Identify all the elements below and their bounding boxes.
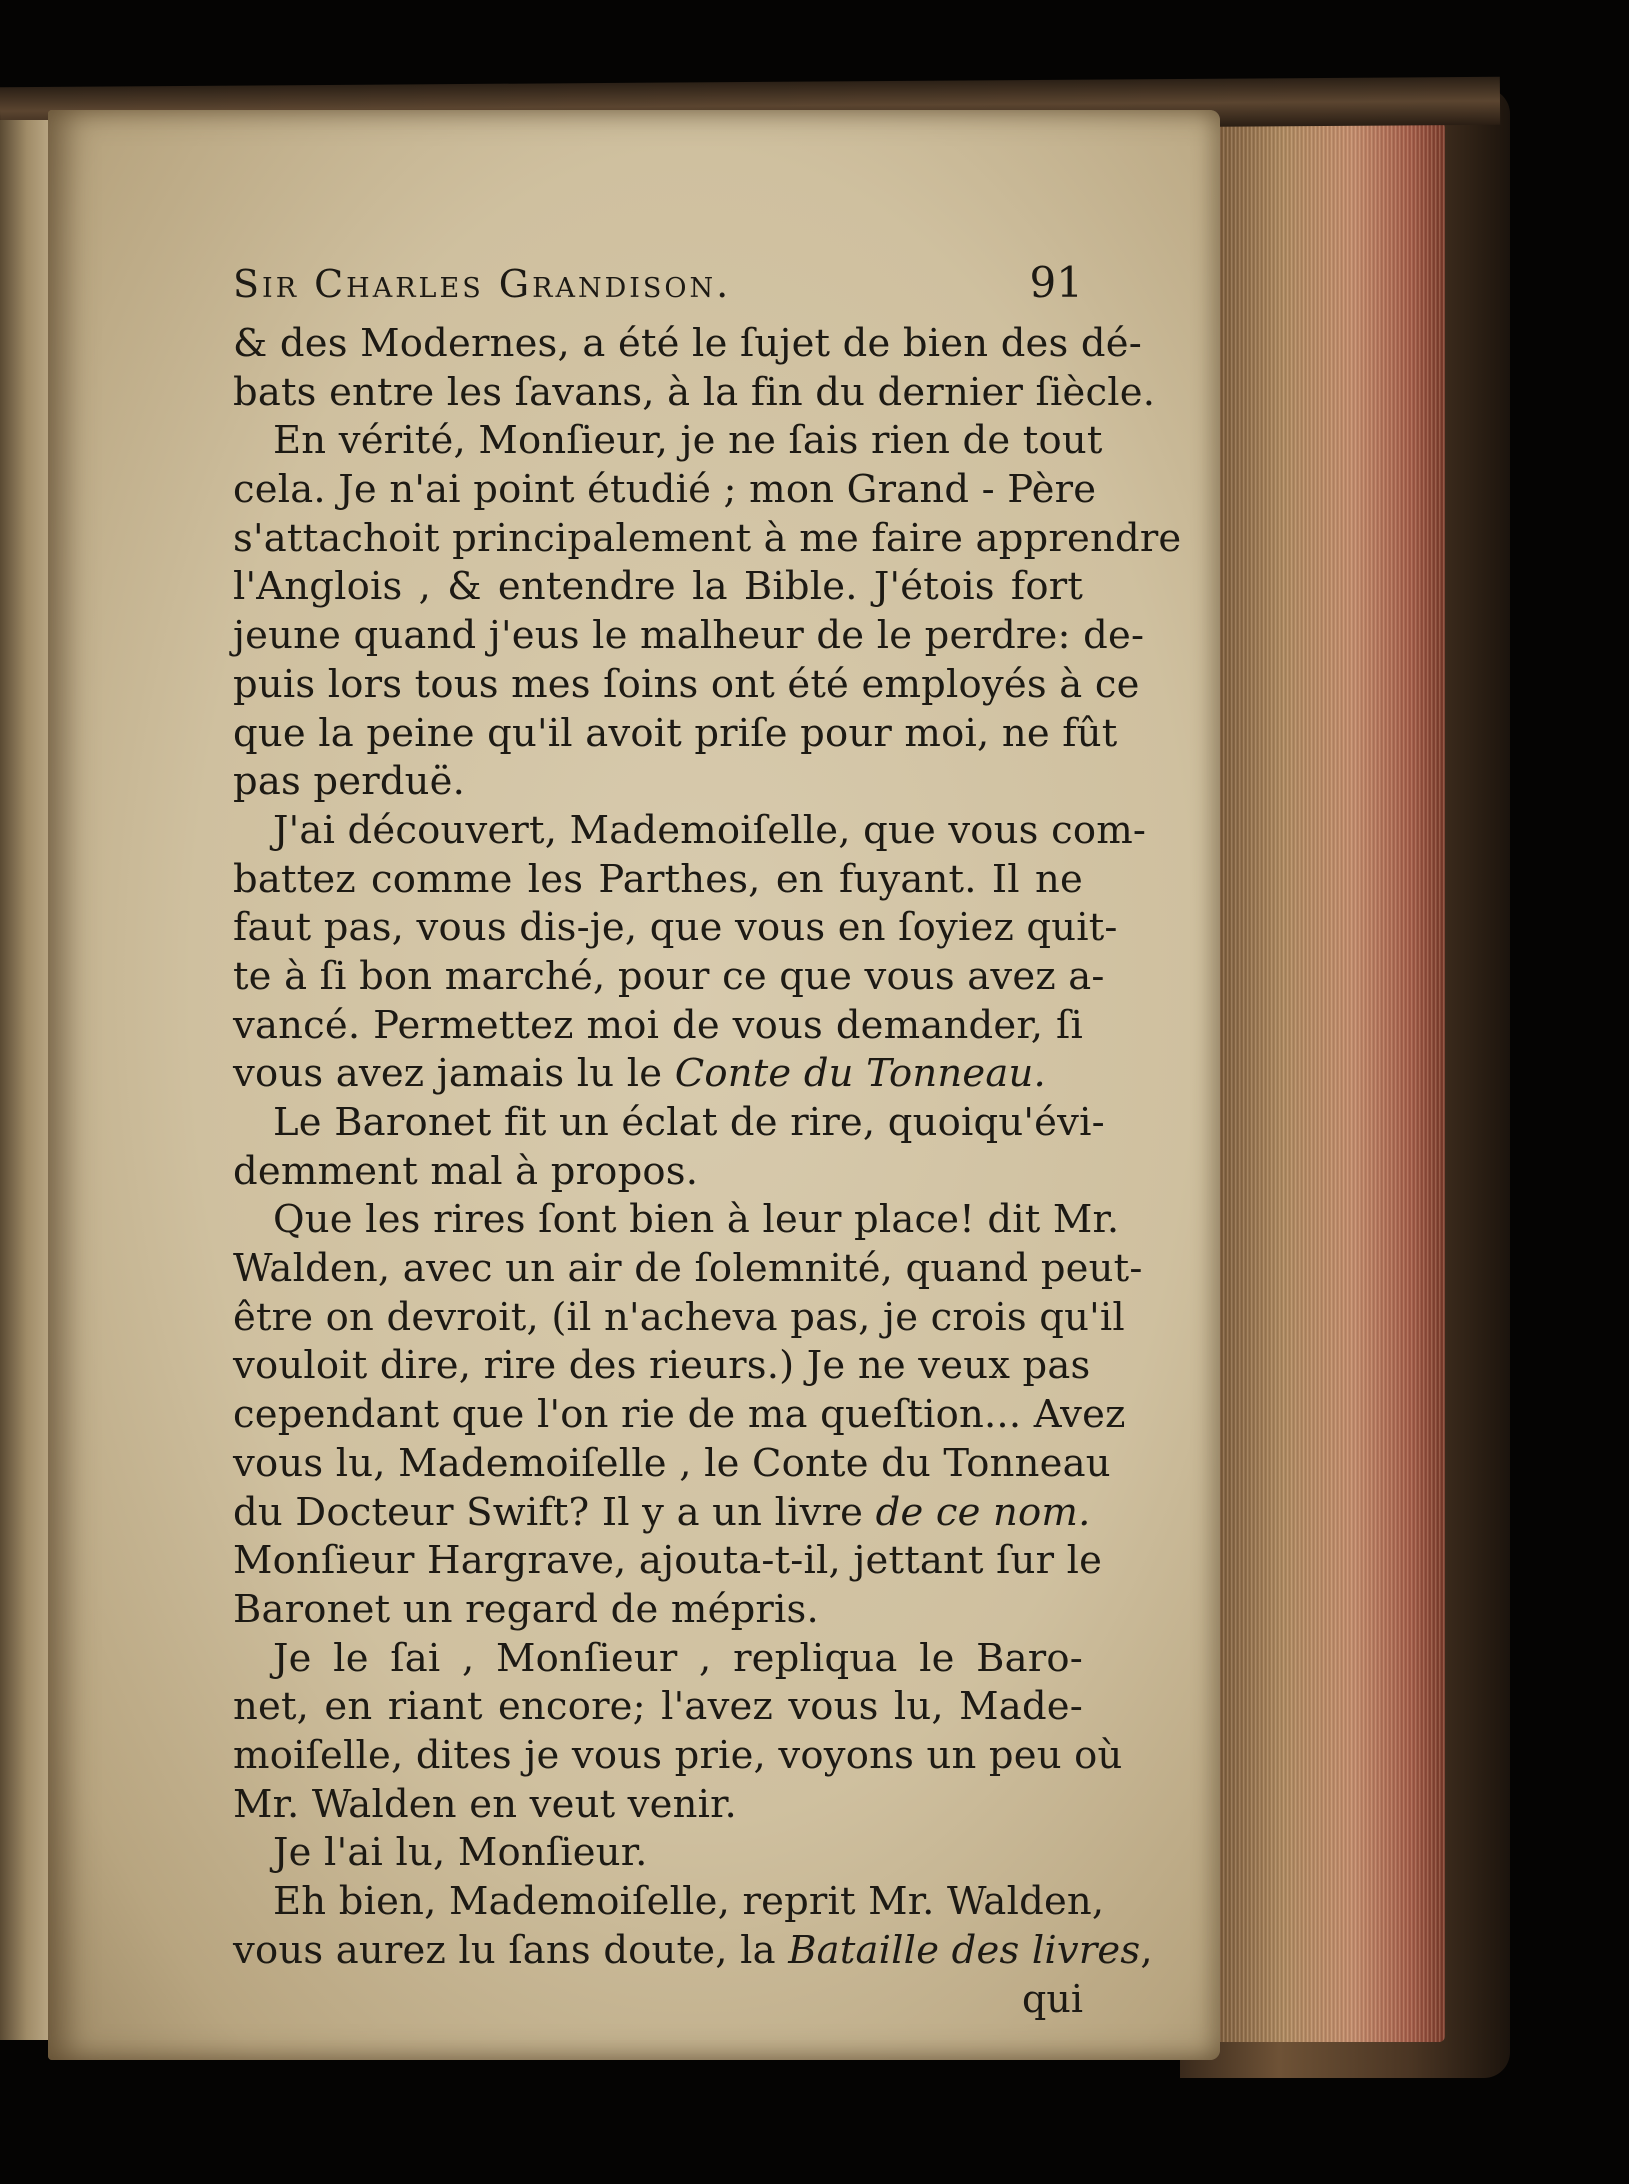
text-line (233, 612, 1145, 661)
text-line (233, 1635, 1083, 1684)
running-head (233, 258, 1083, 320)
text-line-roman: Je le ſai , Monſieur , repliqua le Baro- (273, 1635, 1083, 1681)
text-line-roman: vous avez jamais lu le (233, 1051, 675, 1097)
text-line (233, 1732, 1123, 1781)
text-line-roman: Baronet un regard de mépris. (233, 1586, 819, 1632)
text-line-roman: Le Baronet fit un éclat de rire, quoiqu'évi- (273, 1100, 1105, 1145)
text-line (233, 417, 1103, 466)
text-line-roman: cependant que l'on rie de ma queſtion... Avez (233, 1392, 1126, 1438)
text-line (233, 1196, 1120, 1245)
text-line-roman: & des Modernes, a été le ſujet de bien des dé- (233, 321, 1142, 366)
text-line-roman: être on devroit, (il n'acheva pas, je crois qu'il (233, 1294, 1125, 1340)
text-line-roman: Mr. Walden en veut venir. (233, 1781, 737, 1827)
text-line-roman: pas perduë. (233, 759, 466, 805)
text-line-roman: Que les rires ſont bien à leur place! dit Mr. (273, 1197, 1120, 1243)
text-line (233, 1781, 1083, 1830)
text-line-roman: puis lors tous mes ſoins ont été employés à ce (233, 661, 1140, 707)
text-line (233, 1148, 1083, 1197)
text-line (233, 1050, 1083, 1099)
text-line (233, 1489, 1091, 1538)
text-line (233, 369, 1156, 418)
text-line-roman: bats entre les ſavans, à la fin du dernier ſiècle. (233, 369, 1156, 415)
text-line (233, 1927, 1153, 1976)
text-line-roman: que la peine qu'il avoit priſe pour moi, ne fût (233, 710, 1118, 756)
text-line (233, 1391, 1126, 1440)
text-line-roman: vous lu, Mademoiſelle , le Conte du Tonneau (233, 1440, 1111, 1486)
page-number: 91 (1029, 258, 1083, 307)
text-line (233, 1537, 1103, 1586)
text-line (233, 515, 1182, 564)
running-head-title: Sir Charles Grandison. (233, 262, 732, 306)
text-line-roman: moiſelle, dites je vous prie, voyons un peu où (233, 1732, 1123, 1778)
text-line-roman: jeune quand j'eus le malheur de le perdre: de- (233, 613, 1145, 659)
page-text-block (233, 258, 1182, 2023)
text-line (233, 1342, 1091, 1391)
text-line (233, 856, 1083, 905)
catchword: qui (1022, 1977, 1083, 2022)
text-line (233, 1829, 1083, 1878)
text-line-roman: du Docteur Swift? Il y a un livre (233, 1489, 876, 1535)
text-line (233, 1586, 1083, 1635)
text-line (233, 661, 1140, 710)
text-line-italic: de ce nom. (875, 1489, 1091, 1535)
text-line-roman: Walden, avec un air de ſolemnité, quand peut- (233, 1246, 1143, 1292)
text-line (233, 1683, 1083, 1732)
text-line-roman: En vérité, Monſieur, je ne ſais rien de tout (273, 418, 1103, 464)
text-line-roman: vancé. Permettez moi de vous demander, ſi (233, 1002, 1083, 1048)
text-line-roman: vous aurez lu ſans doute, la (233, 1927, 789, 1973)
text-line-after: , (1140, 1927, 1153, 1973)
text-line-italic: Conte du Tonneau. (674, 1051, 1046, 1097)
text-line-roman: net, en riant encore; l'avez vous lu, Made- (233, 1684, 1083, 1730)
body-text (233, 320, 1182, 1975)
text-line-roman: l'Anglois , & entendre la Bible. J'étois fort (233, 564, 1083, 610)
text-line-roman: faut pas, vous dis-je, que vous en ſoyiez quit- (233, 905, 1118, 951)
text-line-roman: battez comme les Parthes, en fuyant. Il ne (233, 856, 1083, 902)
text-line (233, 1440, 1111, 1489)
text-line (233, 320, 1142, 369)
text-line-roman: cela. Je n'ai point étudié ; mon Grand - Père (233, 467, 1097, 513)
text-line (233, 466, 1097, 515)
text-line-roman: J'ai découvert, Mademoiſelle, que vous com- (273, 807, 1147, 853)
text-line-roman: te à ſi bon marché, pour ce que vous avez a- (233, 953, 1105, 999)
text-line (233, 710, 1118, 759)
text-line (233, 1245, 1143, 1294)
text-line-roman: Je l'ai lu, Monſieur. (273, 1830, 648, 1876)
text-line (233, 1002, 1083, 1051)
text-line-roman: vouloit dire, rire des rieurs.) Je ne veux pas (233, 1343, 1091, 1389)
text-line (233, 758, 1083, 807)
text-line-roman: s'attachoit principalement à me faire apprendre (233, 515, 1182, 561)
text-line (233, 807, 1147, 856)
text-line-roman: Eh bien, Mademoiſelle, reprit Mr. Walden, (273, 1879, 1105, 1924)
text-line (233, 563, 1083, 612)
text-line (233, 1294, 1125, 1343)
text-line (233, 1099, 1105, 1148)
text-line (233, 1878, 1105, 1927)
page-edges (1212, 122, 1445, 2042)
text-line (233, 953, 1105, 1002)
text-line-roman: Monſieur Hargrave, ajouta-t-il, jettant ſur le (233, 1538, 1103, 1584)
text-line-roman: demment mal à propos. (233, 1148, 699, 1194)
text-line (233, 904, 1118, 953)
book-page (48, 110, 1220, 2060)
text-line-italic: Bataille des livres (788, 1927, 1141, 1973)
